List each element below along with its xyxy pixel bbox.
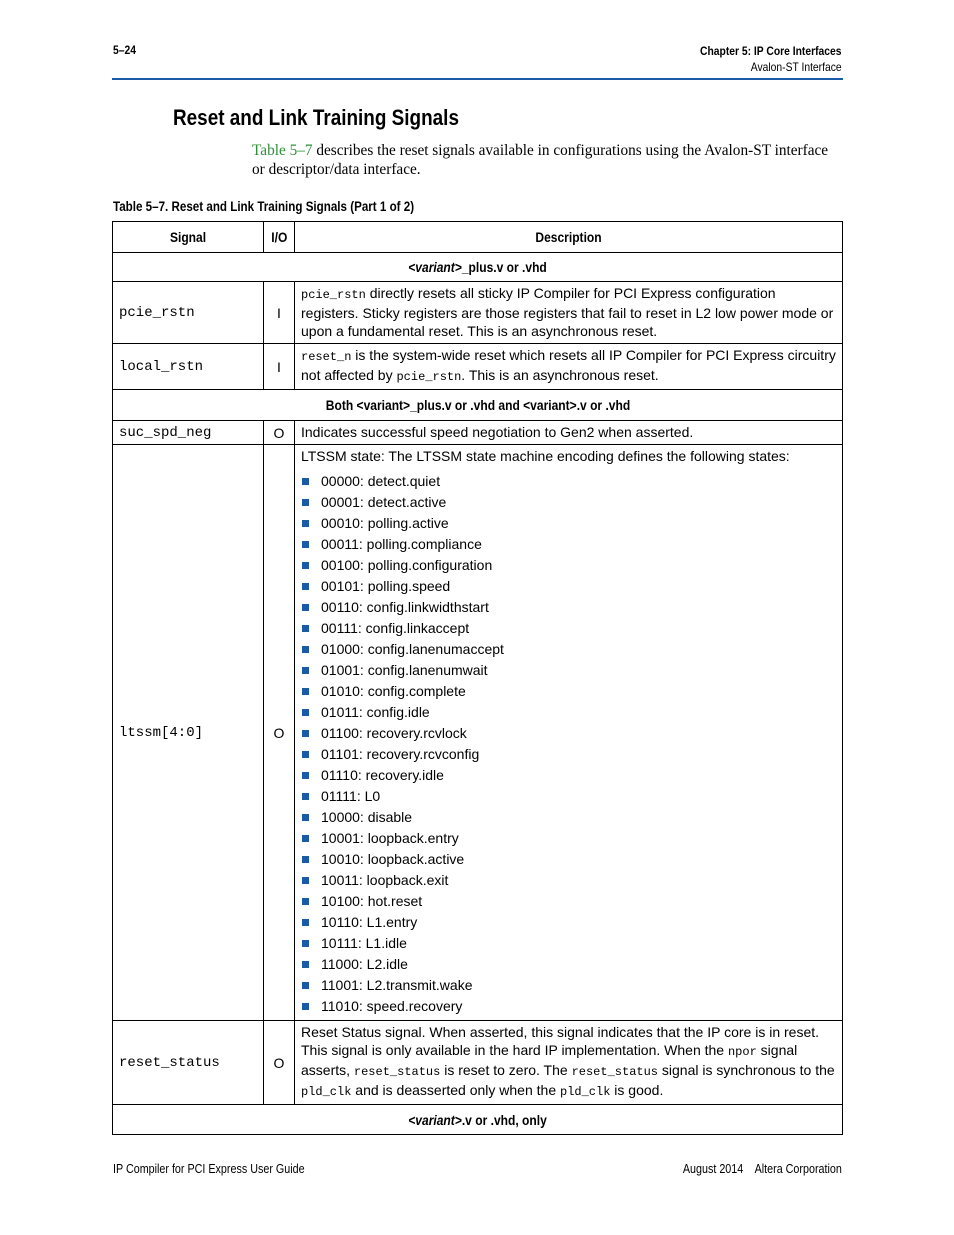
- page-number: 5–24: [113, 43, 136, 57]
- ltssm-state-item: 10001: loopback.entry: [301, 828, 836, 849]
- signal-name: suc_spd_neg: [113, 421, 264, 445]
- ltssm-state-item: 00011: polling.compliance: [301, 534, 836, 555]
- footer-date-company: August 2014 Altera Corporation: [683, 1162, 842, 1176]
- group-row-both: [113, 390, 843, 421]
- io-direction: O: [264, 421, 295, 445]
- header-rule: [112, 78, 843, 80]
- group-row-plus: [113, 253, 843, 282]
- ltssm-intro: LTSSM state: The LTSSM state machine encoding defines the following states:: [301, 448, 790, 464]
- intro-paragraph: [252, 141, 842, 179]
- signal-name: ltssm[4:0]: [113, 445, 264, 1021]
- ltssm-state-item: 10111: L1.idle: [301, 933, 836, 954]
- intro-text: describes the reset signals available in configurations using the Avalon-ST interface or descriptor/data interface.: [252, 142, 829, 178]
- ltssm-state-item: 01000: config.lanenumaccept: [301, 639, 836, 660]
- group-row-only: [113, 1105, 843, 1135]
- table-row: [113, 344, 843, 390]
- ltssm-state-item: 00111: config.linkaccept: [301, 618, 836, 639]
- ltssm-state-item: 01111: L0: [301, 786, 836, 807]
- table-row: [113, 445, 843, 1021]
- ltssm-state-item: 00010: polling.active: [301, 513, 836, 534]
- table-row: [113, 1021, 843, 1105]
- signal-description: pcie_rstn directly resets all sticky IP Compiler for PCI Express configuration registers. Sticky registers are those registers that fail to reset in L2 low power mode or upon a fundamental reset. This is an asynchronous reset.: [295, 282, 843, 344]
- ltssm-state-item: 10010: loopback.active: [301, 849, 836, 870]
- col-header-description: Description: [295, 222, 843, 253]
- group-label: <variant>.v or .vhd, only: [113, 1105, 843, 1135]
- ltssm-state-item: 10000: disable: [301, 807, 836, 828]
- ltssm-state-item: 10011: loopback.exit: [301, 870, 836, 891]
- group-label: <variant>_plus.v or .vhd: [113, 253, 843, 282]
- ltssm-state-item: 10100: hot.reset: [301, 891, 836, 912]
- ltssm-state-item: 00001: detect.active: [301, 492, 836, 513]
- ltssm-state-item: 00101: polling.speed: [301, 576, 836, 597]
- ltssm-state-item: 11000: L2.idle: [301, 954, 836, 975]
- io-direction: I: [264, 344, 295, 390]
- col-header-io: I/O: [264, 222, 295, 253]
- table-row: [113, 282, 843, 344]
- io-direction: O: [264, 1021, 295, 1105]
- ltssm-state-item: 01100: recovery.rcvlock: [301, 723, 836, 744]
- group-label: Both <variant>_plus.v or .vhd and <variant>.v or .vhd: [113, 390, 843, 421]
- ltssm-state-item: 01101: recovery.rcvconfig: [301, 744, 836, 765]
- footer-doc-title: IP Compiler for PCI Express User Guide: [113, 1162, 305, 1176]
- section-name: Avalon-ST Interface: [751, 60, 842, 74]
- signal-description: Indicates successful speed negotiation to Gen2 when asserted.: [295, 421, 843, 445]
- col-header-signal: Signal: [113, 222, 264, 253]
- ltssm-state-item: 00110: config.linkwidthstart: [301, 597, 836, 618]
- table-caption: Table 5–7. Reset and Link Training Signals (Part 1 of 2): [113, 199, 415, 214]
- running-header: [677, 43, 842, 75]
- ltssm-state-list: [301, 471, 836, 1017]
- table-header-row: [113, 222, 843, 253]
- signals-table: [112, 221, 843, 1135]
- io-direction: I: [264, 282, 295, 344]
- table-link[interactable]: Table 5–7: [252, 142, 313, 159]
- ltssm-state-item: 10110: L1.entry: [301, 912, 836, 933]
- ltssm-state-item: 01010: config.complete: [301, 681, 836, 702]
- ltssm-state-item: 00100: polling.configuration: [301, 555, 836, 576]
- ltssm-state-item: 01001: config.lanenumwait: [301, 660, 836, 681]
- ltssm-state-item: 00000: detect.quiet: [301, 471, 836, 492]
- ltssm-state-item: 01110: recovery.idle: [301, 765, 836, 786]
- ltssm-state-item: 01011: config.idle: [301, 702, 836, 723]
- ltssm-state-item: 11001: L2.transmit.wake: [301, 975, 836, 996]
- signal-name: pcie_rstn: [113, 282, 264, 344]
- signal-description: Reset Status signal. When asserted, this signal indicates that the IP core is in reset. This signal is only available in the hard IP implementation. When the npor signal asserts, reset_status is reset to zero. The reset_status signal is synchronous to the pld_clk and is deasserted only when the pld_clk is good.: [295, 1021, 843, 1105]
- chapter-title: Chapter 5: IP Core Interfaces: [700, 44, 842, 58]
- signal-description: reset_n is the system-wide reset which resets all IP Compiler for PCI Express circuitry not affected by pcie_rstn. This is an asynchronous reset.: [295, 344, 843, 390]
- signal-description: [295, 445, 843, 1021]
- io-direction: O: [264, 445, 295, 1021]
- section-title: Reset and Link Training Signals: [173, 105, 459, 130]
- ltssm-state-item: 11010: speed.recovery: [301, 996, 836, 1017]
- signal-name: reset_status: [113, 1021, 264, 1105]
- signal-name: local_rstn: [113, 344, 264, 390]
- table-row: [113, 421, 843, 445]
